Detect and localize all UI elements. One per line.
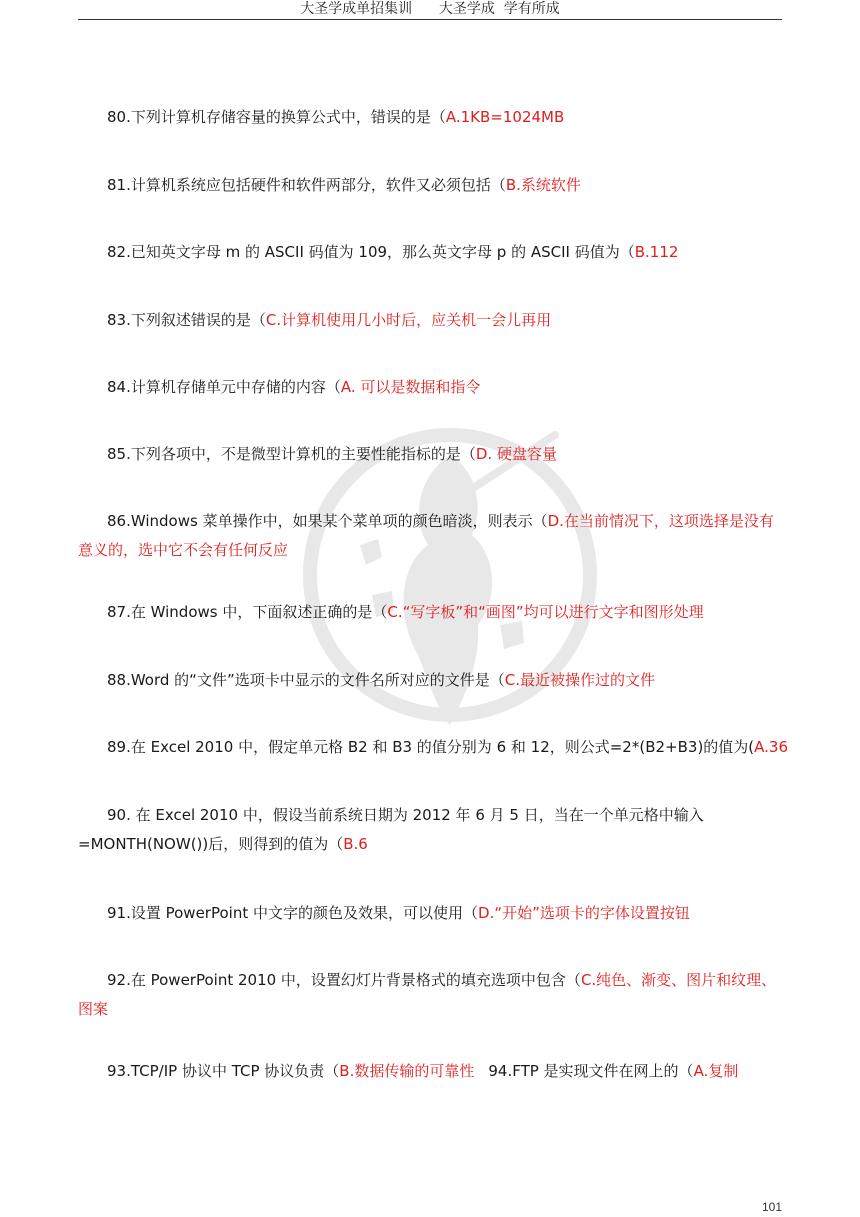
answer-text: D.在当前情况下，这项选择是没有意义的，选中它不会有任何反应 [78, 512, 774, 559]
header-right: 大圣学成 学有所成 [438, 1, 560, 17]
answer-text: A.1KB=1024MB [445, 108, 565, 126]
question-92 [78, 966, 784, 1024]
question-88 [78, 666, 813, 695]
question-86 [78, 507, 784, 565]
question-text: 85.下列各项中，不是微型计算机的主要性能指标的是（ [107, 445, 476, 463]
question-87 [78, 598, 813, 627]
question-80 [78, 103, 813, 132]
question-85 [78, 440, 813, 469]
answer-text: B.数据传输的可靠性 [339, 1062, 475, 1080]
question-text: 91.设置 PowerPoint 中文字的颜色及效果，可以使用（ [107, 904, 478, 922]
answer-text: B.6 [343, 835, 368, 853]
page-number: 101 [761, 1200, 782, 1214]
question-82 [78, 238, 813, 267]
question-91 [78, 899, 813, 928]
question-text: 80.下列计算机存储容量的换算公式中，错误的是（ [107, 108, 446, 126]
question-text: 89.在 Excel 2010 中，假定单元格 B2 和 B3 的值分别为 6 和 12，则公式=2*(B2+B3)的值为( [107, 738, 755, 756]
question-90 [78, 801, 784, 859]
question-text: 86.Windows 菜单操作中，如果某个菜单项的颜色暗淡，则表示（ [107, 512, 548, 530]
question-text: 83.下列叙述错误的是（ [107, 311, 266, 329]
answer-text: B.系统软件 [505, 176, 581, 194]
question-text: 92.在 PowerPoint 2010 中，设置幻灯片背景格式的填充选项中包含（ [107, 971, 581, 989]
answer-text: C.“写字板”和“画图”均可以进行文字和图形处理 [387, 603, 704, 621]
answer-text: D. 硬盘容量 [475, 445, 557, 463]
question-84 [78, 373, 813, 402]
question-text: 84.计算机存储单元中存储的内容（ [107, 378, 341, 396]
page-header [78, 0, 782, 20]
questions-93-94 [78, 1057, 813, 1086]
question-text: 93.TCP/IP 协议中 TCP 协议负责（ [107, 1062, 340, 1080]
answer-text: D.“开始”选项卡的字体设置按钮 [478, 904, 690, 922]
question-text: 90. 在 Excel 2010 中，假设当前系统日期为 2012 年 6 月 5 日，当在一个单元格中输入=MONTH(NOW())后，则得到的值为（ [78, 806, 704, 853]
question-89 [78, 733, 813, 762]
answer-text: C.计算机使用几小时后，应关机一会儿再用 [265, 311, 552, 329]
question-text: 81.计算机系统应包括硬件和软件两部分，软件又必须包括（ [107, 176, 506, 194]
header-left: 大圣学成单招集训 [300, 1, 413, 17]
question-83 [78, 306, 813, 335]
question-text: 94.FTP 是实现文件在网上的（ [488, 1062, 694, 1080]
question-text: 87.在 Windows 中，下面叙述正确的是（ [107, 603, 388, 621]
answer-text: A.36 [754, 738, 789, 756]
answer-text: B.112 [634, 243, 679, 261]
question-text: 82.已知英文字母 m 的 ASCII 码值为 109，那么英文字母 p 的 ASCII 码值为（ [107, 243, 635, 261]
answer-text: A. 可以是数据和指令 [340, 378, 481, 396]
question-81 [78, 171, 813, 200]
answer-text: C.纯色、渐变、图片和纹理、图案 [78, 971, 777, 1018]
question-text: 88.Word 的“文件”选项卡中显示的文件名所对应的文件是（ [107, 671, 505, 689]
answer-text: C.最近被操作过的文件 [504, 671, 655, 689]
answer-text: A.复制 [693, 1062, 739, 1080]
